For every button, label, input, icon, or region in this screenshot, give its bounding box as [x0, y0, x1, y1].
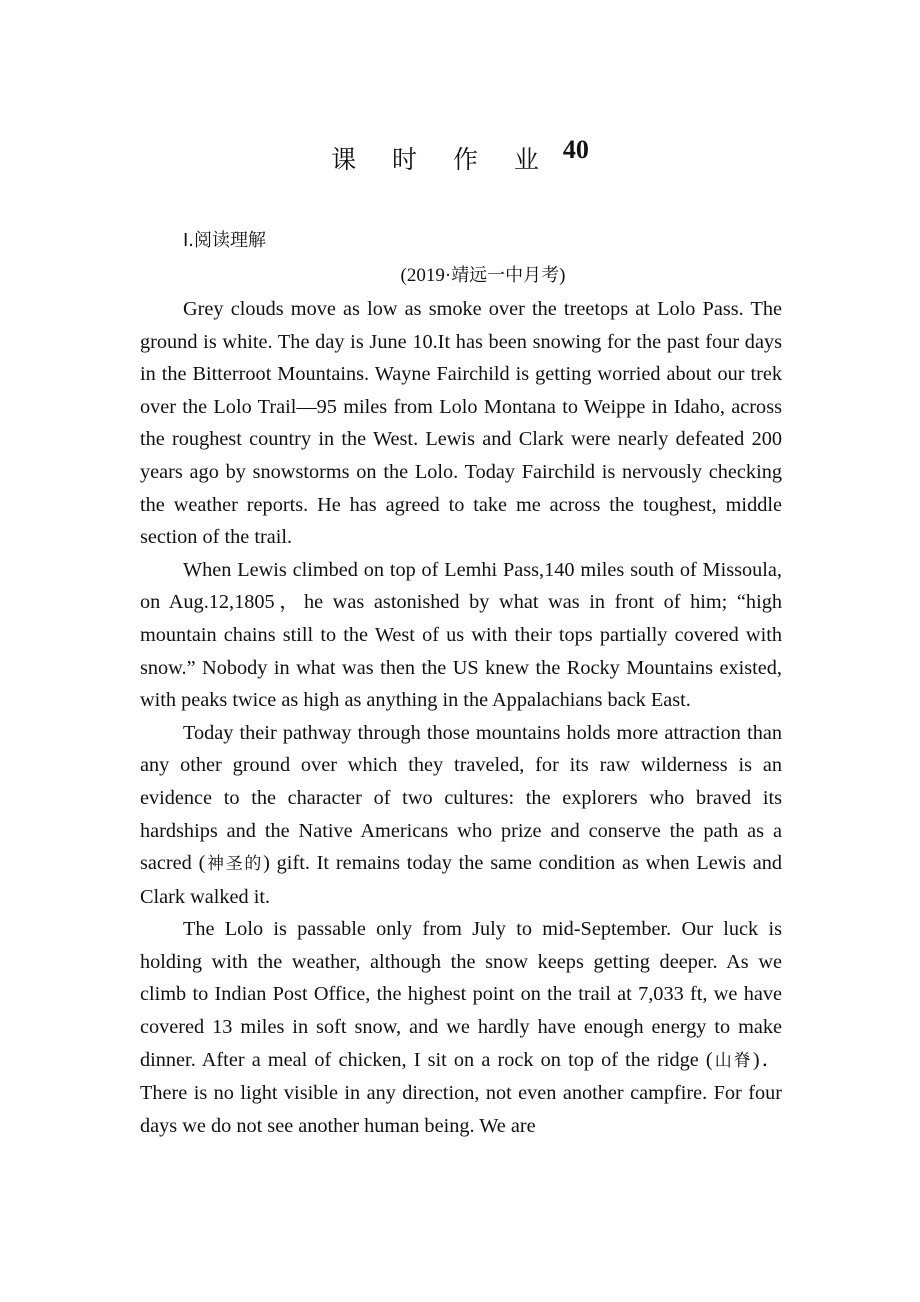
paragraph-3-text-b: ) gift. It remains today the same condition as when Lewis and Clark walked it. — [140, 852, 783, 908]
paragraph-3 — [140, 717, 782, 914]
source-year: (2019· — [400, 265, 452, 286]
paragraph-4 — [140, 913, 782, 1142]
source-close: ) — [559, 265, 566, 286]
paragraph-3-text-a: Today their pathway through those mountains holds more attraction than any other ground over which they traveled, for its raw wilderness is an evidence to the character of two cultures: the explorers who braved its hardships and the Native Americans who prize and conserve the path as a sacred ( — [140, 721, 782, 875]
section-heading: Ⅰ.阅读理解 — [183, 230, 267, 251]
paragraph-3-gloss: 神圣的 — [205, 854, 264, 875]
page-title — [0, 135, 920, 176]
source-school: 靖远一中月考 — [451, 265, 560, 286]
paragraph-4-text-a: The Lolo is passable only from July to mid-September. Our luck is holding with the weather, although the snow keeps getting deeper. As we climb to Indian Post Office, the highest point on the trail at 7,033 ft, we have covered 13 miles in soft snow, and we hardly have enough energy to make dinner. After a meal of chicken, I sit on a rock on top of the ridge ( — [140, 918, 782, 1071]
paragraph-4-gloss: 山脊 — [712, 1050, 753, 1071]
paragraph-4-text-b: )． There is no light visible in any direction, not even another campfire. For four days we do not see another human being. We are — [140, 1048, 782, 1137]
source-note — [0, 261, 920, 287]
paragraph-1: Grey clouds move as low as smoke over the treetops at Lolo Pass. The ground is white. The day is June 10.It has been snowing for the past four days in the Bitterroot Mountains. Wayne Fairchild is getting worried about our trek over the Lolo Trail—95 miles from Lolo Montana to Weippe in Idaho, across the roughest country in the West. Lewis and Clark were nearly defeated 200 years ago by snowstorms on the Lolo. Today Fairchild is nervously checking the weather reports. He has agreed to take me across the toughest, middle section of the trail. — [140, 298, 782, 549]
paragraph-2: When Lewis climbed on top of Lemhi Pass,140 miles south of Missoula, on Aug.12,1805，he was astonished by what was in front of him; “high mountain chains still to the West of us with their tops partially covered with snow.” Nobody in what was then the US knew the Rocky Mountains existed, with peaks twice as high as anything in the Appalachians back East. — [140, 558, 782, 712]
title-text: 课 时 作 业 — [331, 145, 553, 174]
reading-passage — [140, 293, 782, 1142]
title-number: 40 — [562, 135, 589, 164]
